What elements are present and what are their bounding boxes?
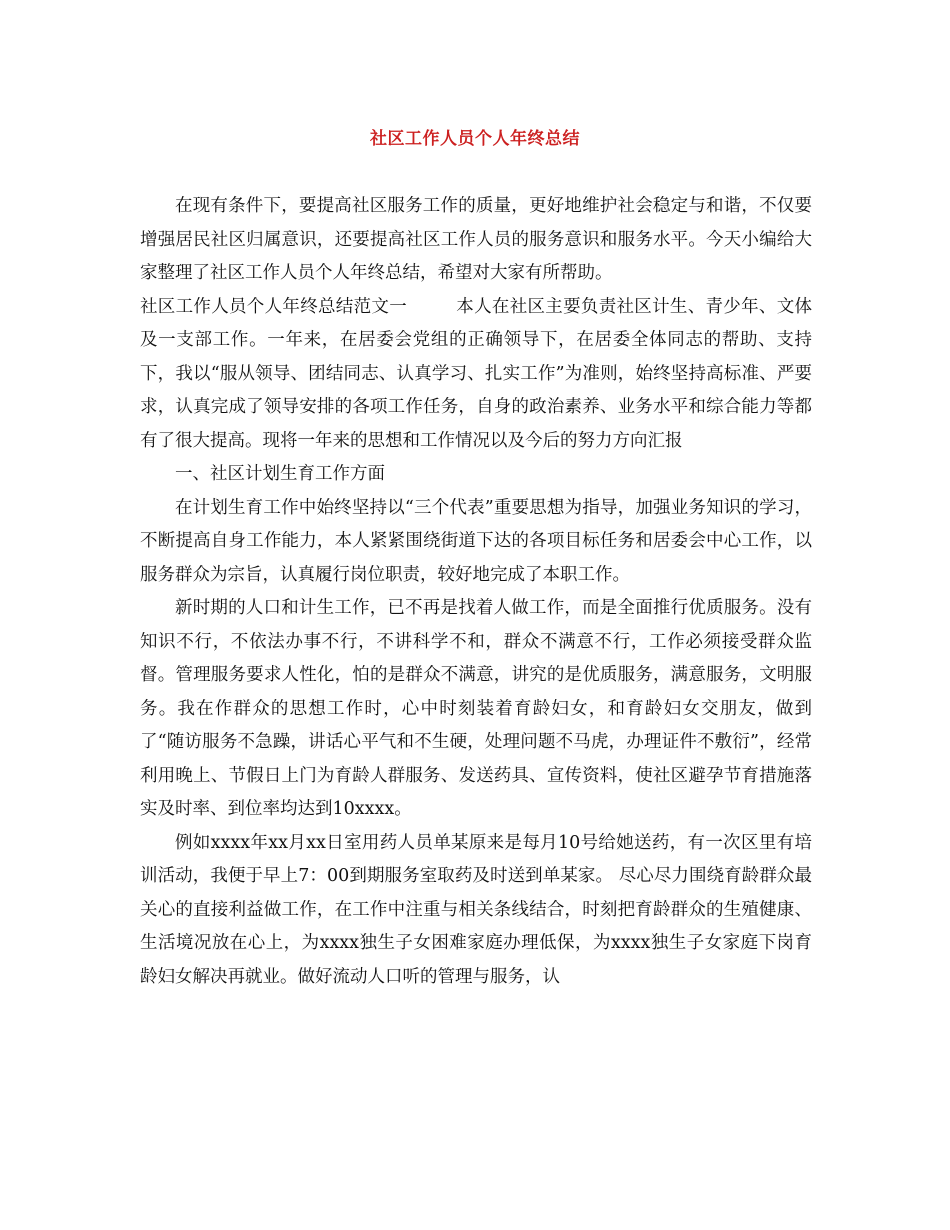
sample-text: 本人在社区主要负责社区计生、青少年、文体及一支部工作。一年来，在居委会党组的正确领导下，在居委全体同志的帮助、支持下，我以“服从领导、团结同志、认真学习、扎实工作”为准则，始终坚持高标准、严要求，认真完成了领导安排的各项工作任务，自身的政治素养、业务水平和综合能力等都有了很大提高。现将一年来的思想和工作情况以及今后的努力方向汇报 [140,296,812,451]
intro-paragraph: 在现有条件下，要提高社区服务工作的质量，更好地维护社会稳定与和谐，不仅要增强居民社区归属意识，还要提高社区工作人员的服务意识和服务水平。今天小编给大家整理了社区工作人员个人年终总结，希望对大家有所帮助。 [140,196,812,283]
paragraph-3: 例如xxxx年xx月xx日室用药人员单某原来是每月10号给她送药，有一次区里有培训活动，我便于早上7：00到期服务室取药及时送到单某家。 尽心尽力围绕育龄群众最关心的直接利益做工作，在工作中注重与相关条线结合，时刻把育龄群众的生殖健康、生活境况放在心上，为xxxx独生子女困难家庭办理低保，为xxxx独生子女家庭下岗育龄妇女解决再就业。做好流动人口听的管理与服务，认 [140,832,812,987]
paragraph-2: 新时期的人口和计生工作，已不再是找着人做工作，而是全面推行优质服务。没有知识不行，不依法办事不行，不讲科学不和，群众不满意不行，工作必须接受群众监督。管理服务要求人性化，怕的是群众不满意，讲究的是优质服务，满意服务，文明服务。我在作群众的思想工作时，心中时刻装着育龄妇女，和育龄妇女交朋友，做到了“随访服务不急躁，讲话心平气和不生硬，处理问题不马虎，办理证件不敷衍”，经常利用晚上、节假日上门为育龄人群服务、发送药具、宣传资料，使社区避孕节育措施落实及时率、到位率均达到10xxxx。 [140,598,812,819]
page-title: 社区工作人员个人年终总结 [370,129,580,149]
section-heading: 一、社区计划生育工作方面 [175,464,385,484]
paragraph-1: 在计划生育工作中始终坚持以“三个代表”重要思想为指导，加强业务知识的学习，不断提高自身工作能力，本人紧紧围绕街道下达的各项目标任务和居委会中心工作，以服务群众为宗旨，认真履行岗位职责，较好地完成了本职工作。 [140,497,812,585]
sample-heading: 社区工作人员个人年终总结范文一 [140,296,407,317]
sample-paragraph [140,291,812,459]
document-body [140,190,812,994]
